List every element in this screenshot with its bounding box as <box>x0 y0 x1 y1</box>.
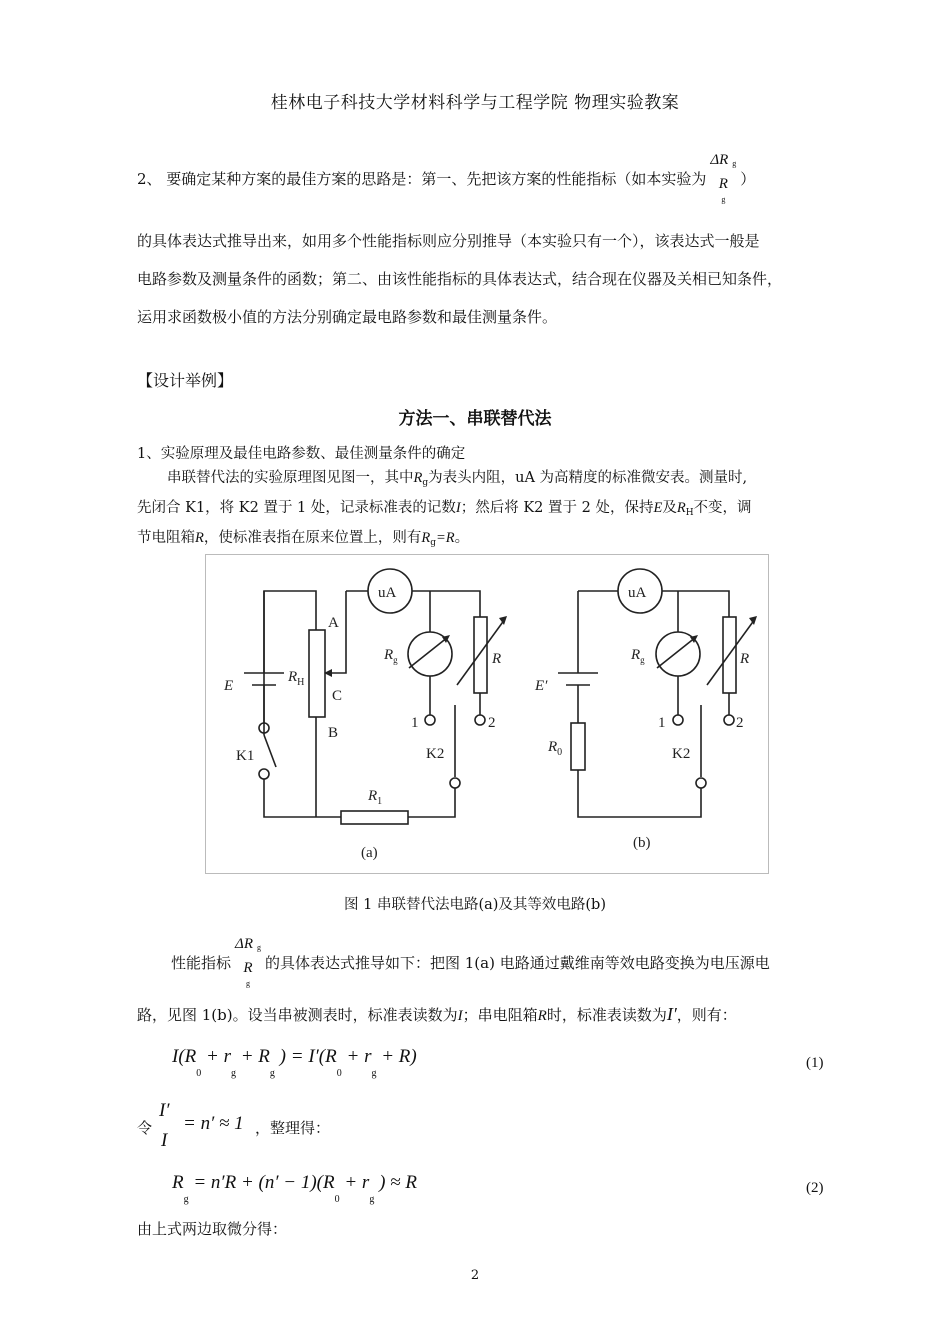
label-r0: $R_0$ <box>548 739 563 758</box>
derivation-paragraph <box>137 930 837 1025</box>
label-b: B <box>328 725 339 741</box>
principle-line2: 先闭合 K1，将 K2 置于 1 处，记录标准表的记数I；然后将 K2 置于 2 处，保持E及$R_H$不变，调 <box>137 500 752 518</box>
principle-line1: 串联替代法的实验原理图见图一，其中$R_g$为表头内阻，uA 为高精度的标准微安表。测量时, <box>167 470 748 488</box>
terminal-2-b: 2 <box>736 715 744 731</box>
subsection-title: 1、实验原理及最佳电路参数、最佳测量条件的确定 <box>137 446 466 462</box>
equation-2-number: (2) <box>806 1180 824 1196</box>
label-b-figure: (b) <box>633 835 651 851</box>
label-a-figure: (a) <box>361 845 378 861</box>
label-r-b: R <box>740 651 750 667</box>
design-example-label: 【设计举例】 <box>137 371 234 390</box>
performance-fraction: ΔR $_g$ R g <box>710 152 737 204</box>
label-r1: $R_1$ <box>368 788 383 807</box>
performance-fraction-2: ΔR $_g$ R g <box>235 936 261 988</box>
derivation-line1: 性能指标 ΔR $_g$ R g 的具体表达式推导如下：把图 1(a) 电路通过戴维南等效电路变换为电压源电 <box>137 930 837 996</box>
equation-2: $R_g = n'R + (n' - 1)(R_0 + r_g$ ) ≈ R <box>172 1172 417 1205</box>
terminal-1-a: 1 <box>411 715 419 731</box>
equation-1-number: (1) <box>806 1055 824 1071</box>
terminal-2-a: 2 <box>488 715 496 731</box>
switch-k1-blade <box>264 735 276 767</box>
method-heading: 方法一、串联替代法 <box>398 409 552 429</box>
variable-arrow-icon <box>499 616 507 625</box>
section2-line3: 电路参数及测量条件的函数；第二、由该性能指标的具体表达式，结合现在仪器及关相已知条件， <box>137 270 783 288</box>
label-ua-b: uA <box>628 585 647 601</box>
label-c: C <box>332 688 343 704</box>
page-header: 桂林电子科技大学材料科学与工程学院 物理实验教案 <box>270 93 680 113</box>
equation-1: $I(R_0 + r_g + R_g$ ) = $I'(R_0 + r_g + R)$ <box>172 1046 417 1079</box>
section2-line4: 运用求函数极小值的方法分别确定最电路参数和最佳测量条件。 <box>137 308 558 326</box>
rheostat-rh <box>309 630 325 717</box>
figure-caption: 图 1 串联替代法电路(a)及其等效电路(b) <box>344 897 606 913</box>
page-number: 2 <box>470 1268 480 1283</box>
label-rh: $R_H$ <box>288 669 305 688</box>
label-rg-b: $R_g$ <box>631 647 645 665</box>
resistor-r0 <box>571 723 585 770</box>
label-k2-a: K2 <box>426 746 445 762</box>
resistor-r1 <box>341 811 408 824</box>
derivation-line2: 路，见图 1(b)。设当串被测表时，标准表读数为I；串电阻箱R时，标准表读数为I′，则有： <box>137 1004 737 1024</box>
label-ua-a: uA <box>378 585 397 601</box>
label-e-prime: E′ <box>535 678 548 694</box>
label-k2-b: K2 <box>672 746 691 762</box>
rheostat-slider <box>328 591 346 673</box>
circuit-figure <box>205 554 769 874</box>
section2-line2: 的具体表达式推导出来，如用多个性能指标则应分别推导（本实验只有一个），该表达式一般是 <box>137 232 760 250</box>
label-k1: K1 <box>236 748 255 764</box>
label-r-a: R <box>492 651 502 667</box>
resistor-box-r-a <box>474 617 487 693</box>
closing-line: 由上式两边取微分得： <box>137 1220 288 1238</box>
section2-line1: 2、 要确定某种方案的最佳方案的思路是：第一、先把该方案的性能指标（如本实验为 ΔR $_g$ R g ） <box>137 150 837 222</box>
circuit-diagram <box>206 555 768 873</box>
label-a: A <box>328 615 339 631</box>
section2-paragraph <box>137 150 837 336</box>
principle-line3: 节电阻箱R，使标准表指在原来位置上，则有$R_g=R$。 <box>137 530 470 548</box>
label-rg-a: $R_g$ <box>384 647 398 665</box>
variable-arrow-icon <box>749 616 757 625</box>
principle-paragraph <box>137 466 837 556</box>
label-e: E <box>224 678 234 694</box>
terminal-1-b: 1 <box>658 715 666 731</box>
